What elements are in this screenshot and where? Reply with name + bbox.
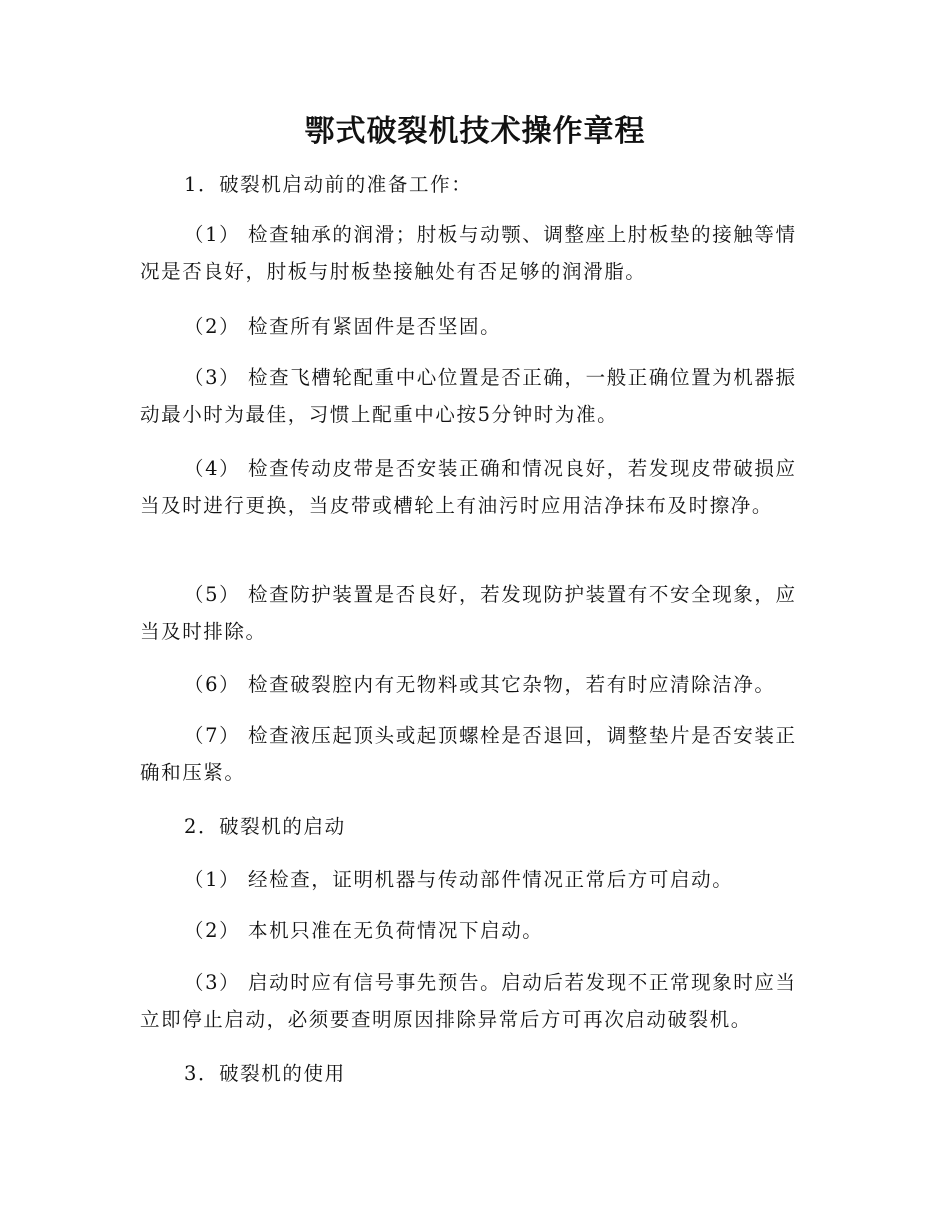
section-heading-1: 1．破裂机启动前的准备工作： bbox=[184, 173, 473, 196]
paragraph-item-1-5: （5） 检查防护装置是否良好，若发现防护装置有不安全现象，应当及时排除。 bbox=[140, 583, 797, 643]
section-heading-3: 3．破裂机的使用 bbox=[184, 1062, 346, 1085]
paragraph-item-1-7: （7） 检查液压起顶头或起顶螺栓是否退回，调整垫片是否安装正确和压紧。 bbox=[140, 724, 797, 784]
paragraph-item-1-1: （1） 检查轴承的润滑；肘板与动颚、调整座上肘板垫的接触等情况是否良好，肘板与肘板垫接触处有否足够的润滑脂。 bbox=[140, 223, 797, 283]
paragraph-item-1-3: （3） 检查飞槽轮配重中心位置是否正确，一般正确位置为机器振动最小时为最佳，习惯上配重中心按5分钟时为准。 bbox=[140, 366, 797, 426]
section-heading-2: 2．破裂机的启动 bbox=[184, 815, 346, 838]
document-title: 鄂式破裂机技术操作章程 bbox=[304, 114, 646, 149]
paragraph-item-1-6: （6） 检查破裂腔内有无物料或其它杂物，若有时应清除洁净。 bbox=[184, 673, 776, 696]
paragraph-item-2-1: （1） 经检查，证明机器与传动部件情况正常后方可启动。 bbox=[184, 868, 734, 891]
paragraph-item-1-2: （2） 检查所有紧固件是否坚固。 bbox=[184, 315, 502, 338]
paragraph-item-2-3: （3） 启动时应有信号事先预告。启动后若发现不正常现象时应当立即停止启动，必须要查明原因排除异常后方可再次启动破裂机。 bbox=[140, 971, 797, 1031]
paragraph-item-1-4: （4） 检查传动皮带是否安装正确和情况良好，若发现皮带破损应当及时进行更换，当皮带或槽轮上有油污时应用洁净抹布及时擦净。 bbox=[140, 457, 797, 517]
paragraph-item-2-2: （2） 本机只准在无负荷情况下启动。 bbox=[184, 919, 544, 942]
